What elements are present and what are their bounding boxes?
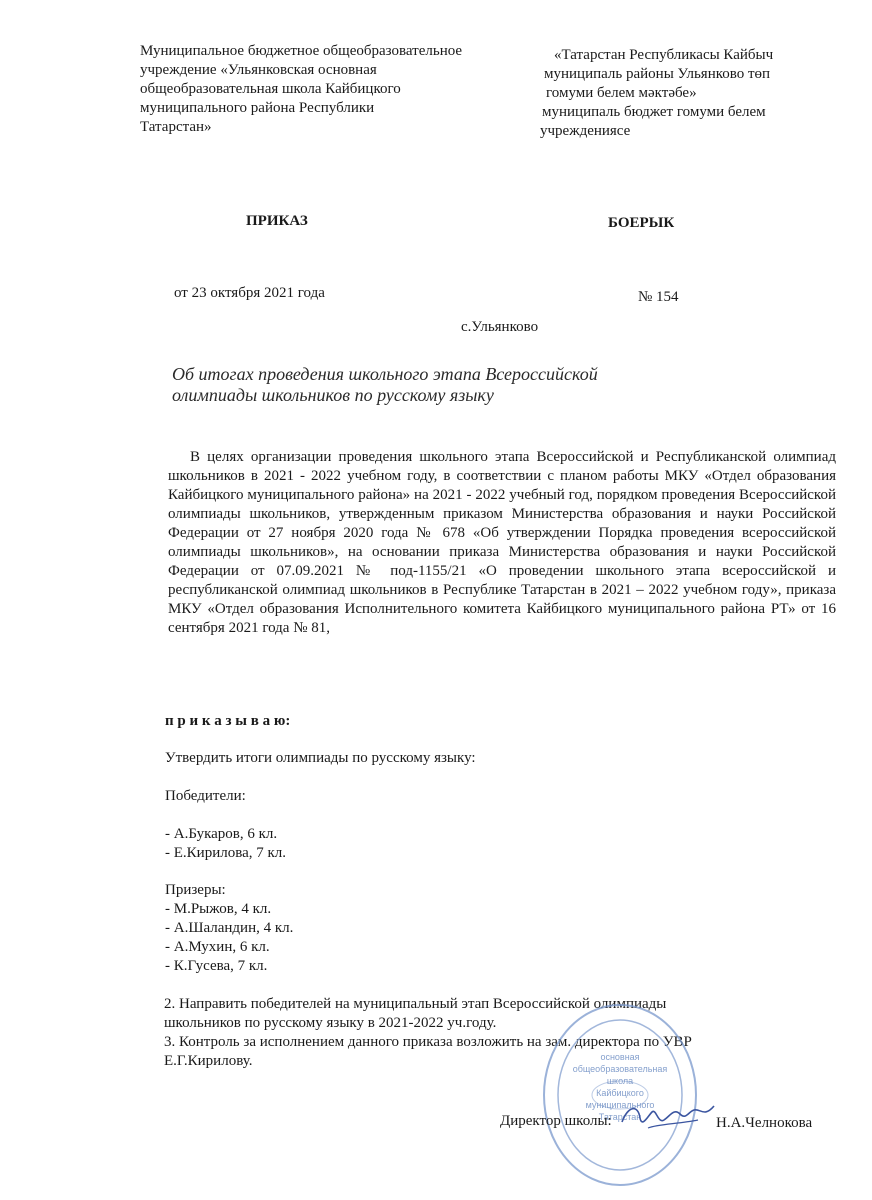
- header-left-line: общеобразовательная школа Кайбицкого: [140, 81, 401, 97]
- winners-label: Победители:: [165, 788, 246, 804]
- signature-name: Н.А.Челнокова: [716, 1115, 813, 1131]
- stamp-text: Кайбицкого: [596, 1088, 644, 1098]
- order-number: № 154: [638, 289, 679, 305]
- stamp-text: школа: [606, 1076, 634, 1086]
- order-place: с.Ульянково: [461, 319, 539, 335]
- stamp-text: муниципального: [585, 1100, 655, 1110]
- prize-list: [165, 900, 293, 976]
- item-2-line: 2. Направить победителей на муниципальный этап Всероссийской олимпиады: [164, 996, 667, 1012]
- item-3-line: 3. Контроль за исполнением данного приказа возложить на зам. директора по УВР: [164, 1034, 692, 1050]
- list-item: - А.Букаров, 6 кл.: [165, 826, 278, 842]
- item-3-line: Е.Г.Кирилову.: [164, 1053, 253, 1069]
- header-left-line: учреждение «Ульянковская основная: [140, 62, 377, 78]
- signature-role: Директор школы:: [500, 1113, 612, 1129]
- header-left-block: [140, 42, 462, 137]
- header-right-line: «Татарстан Республикасы Кайбыч: [554, 47, 774, 63]
- list-item: - А.Мухин, 6 кл.: [165, 939, 270, 955]
- order-verb: п р и к а з ы в а ю:: [165, 713, 291, 729]
- prize-label: Призеры:: [165, 882, 226, 898]
- stamp-text: основная: [600, 1052, 640, 1062]
- list-item: - А.Шаландин, 4 кл.: [165, 920, 294, 936]
- order-title: [172, 364, 598, 406]
- handwritten-signature-icon: [618, 1098, 718, 1134]
- order-title-line: Об итогах проведения школьного этапа Всероссийской: [172, 364, 598, 384]
- order-title-line: олимпиады школьников по русскому языку: [172, 385, 494, 405]
- school-seal-stamp: [540, 1000, 700, 1190]
- header-left-line: Муниципальное бюджетное общеобразовательное: [140, 43, 463, 59]
- winners-list: [165, 825, 286, 863]
- stamp-text: общеобразовательная: [572, 1064, 668, 1074]
- header-right-line: муниципаль бюджет гомуми белем: [542, 104, 766, 120]
- header-right-line: муниципаль районы Ульянково төп: [544, 66, 771, 82]
- header-right-block: [542, 46, 773, 141]
- header-left-line: муниципального района Республики: [140, 100, 375, 116]
- order-date: от 23 октября 2021 года: [174, 285, 325, 301]
- list-item: - К.Гусева, 7 кл.: [165, 958, 268, 974]
- doc-type-ru: ПРИКАЗ: [246, 213, 308, 229]
- header-left-line: Татарстан»: [140, 119, 212, 135]
- stamp-text: Татарстан: [598, 1112, 642, 1122]
- list-item: - Е.Кирилова, 7 кл.: [165, 845, 287, 861]
- header-right-line: учреждениясе: [540, 123, 631, 139]
- item-1-text: Утвердить итоги олимпиады по русскому языку:: [165, 750, 476, 766]
- doc-type-tt: БОЕРЫК: [608, 215, 675, 231]
- preamble-paragraph: В целях организации проведения школьного этапа Всероссийской и Республиканской олимпиад школьников в 2021 - 2022 учебном году, в соответствии с планом работы МКУ «Отдел образования Кайбицкого муниципального района» на 2021 - 2022 учебный год, порядком проведения Всероссийской олимпиады школьников, утвержденным приказом Министерства образования и науки Российской Федерации от 27 ноября 2020 года № 678 «Об утверждении Порядка проведения всероссийской олимпиады школьников», на основании приказа Министерства образования и науки Российской Федерации от 07.09.2021 № под-1155/21 «О проведении школьного этапа всероссийской и республиканской олимпиад школьников в Республике Татарстан в 2021 – 2022 учебном году», приказа МКУ «Отдел образования Исполнительного комитета Кайбицкого муниципального района РТ» от 16 сентября 2021 года № 81,: [168, 449, 836, 636]
- item-2-line: школьников по русскому языку в 2021-2022 уч.году.: [164, 1015, 497, 1031]
- header-right-line: гомуми белем мәктәбе»: [546, 85, 697, 101]
- list-item: - М.Рыжов, 4 кл.: [165, 901, 272, 917]
